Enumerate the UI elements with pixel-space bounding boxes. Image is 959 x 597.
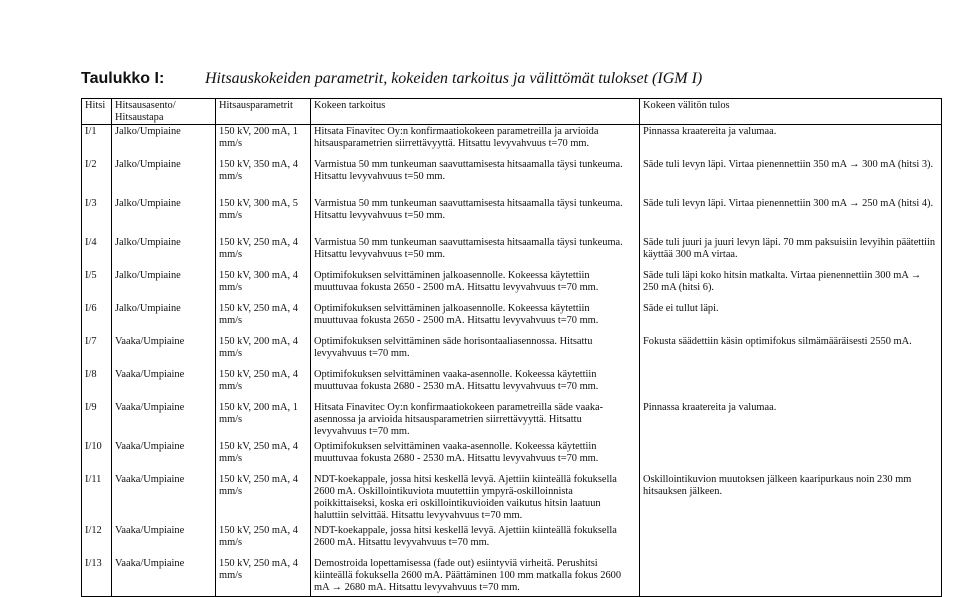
table-body [82,125,942,597]
test-purpose: Optimifokuksen selvittäminen säde horisontaaliasennossa. Hitsattu levyvahvuus t=70 mm. [311,335,640,368]
weld-id: I/9 [82,401,112,440]
weld-parameters: 150 kV, 300 mA, 5 mm/s [216,197,311,236]
test-result: Säde ei tullut läpi. [640,302,942,335]
weld-parameters: 150 kV, 250 mA, 4 mm/s [216,302,311,335]
weld-id: I/4 [82,236,112,269]
table-title: Hitsauskokeiden parametrit, kokeiden tarkoitus ja välittömät tulokset (IGM I) [205,70,703,87]
weld-position: Vaaka/Umpiaine [112,368,216,401]
weld-parameters: 150 kV, 250 mA, 4 mm/s [216,557,311,597]
test-purpose: Varmistua 50 mm tunkeuman saavuttamisesta hitsaamalla täysi tunkeuma. Hitsattu levyvahvuus t=50 mm. [311,197,640,236]
test-result [640,368,942,401]
test-purpose: Varmistua 50 mm tunkeuman saavuttamisesta hitsaamalla täysi tunkeuma. Hitsattu levyvahvuus t=50 mm. [311,158,640,197]
header-result: Kokeen välitön tulos [640,99,942,125]
weld-id: I/11 [82,473,112,524]
test-purpose: Demostroida lopettamisessa (fade out) esiintyviä virheitä. Perushitsi kiinteällä fokuksella 2600 mA. Päättäminen 100 mm matkalla fokus 2600 mA → 2680 mA. Hitsattu levyvahvuus t=70 mm. [311,557,640,597]
header-parameters: Hitsausparametrit [216,99,311,125]
weld-position: Vaaka/Umpiaine [112,440,216,473]
table-row [82,524,942,557]
table-row [82,335,942,368]
table-row [82,236,942,269]
test-result: Säde tuli levyn läpi. Virtaa pienennettiin 350 mA → 300 mA (hitsi 3). [640,158,942,197]
weld-position: Vaaka/Umpiaine [112,473,216,524]
table-row [82,197,942,236]
weld-parameters: 150 kV, 300 mA, 4 mm/s [216,269,311,302]
table-row [82,401,942,440]
weld-parameters: 150 kV, 250 mA, 4 mm/s [216,524,311,557]
weld-id: I/5 [82,269,112,302]
weld-parameters: 150 kV, 200 mA, 4 mm/s [216,335,311,368]
weld-position: Jalko/Umpiaine [112,197,216,236]
test-purpose: Hitsata Finavitec Oy:n konfirmaatiokokeen parametreilla ja arvioida hitsausparametrien siirrettävyyttä. Hitsattu levyvahvuus t=70 mm. [311,125,640,159]
test-result: Säde tuli läpi koko hitsin matkalta. Virtaa pienennettiin 300 mA → 250 mA (hitsi 6). [640,269,942,302]
table-row [82,473,942,524]
test-purpose: Varmistua 50 mm tunkeuman saavuttamisesta hitsaamalla täysi tunkeuma. Hitsattu levyvahvuus t=50 mm. [311,236,640,269]
weld-parameters: 150 kV, 350 mA, 4 mm/s [216,158,311,197]
test-result [640,440,942,473]
table-row [82,368,942,401]
weld-parameters: 150 kV, 250 mA, 4 mm/s [216,368,311,401]
weld-parameters: 150 kV, 250 mA, 4 mm/s [216,440,311,473]
weld-id: I/2 [82,158,112,197]
weld-position: Vaaka/Umpiaine [112,557,216,597]
table-row [82,440,942,473]
test-purpose: Optimifokuksen selvittäminen jalkoasennolle. Kokeessa käytettiin muuttuvaa fokusta 2650 - 2500 mA. Hitsattu levyvahvuus t=70 mm. [311,302,640,335]
weld-id: I/12 [82,524,112,557]
weld-position: Vaaka/Umpiaine [112,401,216,440]
weld-id: I/10 [82,440,112,473]
weld-parameters: 150 kV, 200 mA, 1 mm/s [216,125,311,159]
weld-position: Vaaka/Umpiaine [112,335,216,368]
weld-id: I/13 [82,557,112,597]
test-result: Säde tuli juuri ja juuri levyn läpi. 70 mm paksuisiin levyihin päätettiin käyttää 300 mA virtaa. [640,236,942,269]
weld-id: I/3 [82,197,112,236]
test-result: Pinnassa kraatereita ja valumaa. [640,125,942,159]
weld-position: Jalko/Umpiaine [112,302,216,335]
test-purpose: Optimifokuksen selvittäminen vaaka-asennolle. Kokeessa käytettiin muuttuvaa fokusta 2680 - 2530 mA. Hitsattu levyvahvuus t=70 mm. [311,440,640,473]
header-position: Hitsausasento/ Hitsaustapa [112,99,216,125]
test-result: Säde tuli levyn läpi. Virtaa pienennettiin 300 mA → 250 mA (hitsi 4). [640,197,942,236]
table-caption [81,70,941,88]
weld-position: Jalko/Umpiaine [112,125,216,159]
test-purpose: Optimifokuksen selvittäminen jalkoasennolle. Kokeessa käytettiin muuttuvaa fokusta 2650 - 2500 mA. Hitsattu levyvahvuus t=70 mm. [311,269,640,302]
test-purpose: NDT-koekappale, jossa hitsi keskellä levyä. Ajettiin kiinteällä fokuksella 2600 mA. Hitsattu levyvahvuus t=70 mm. [311,524,640,557]
weld-position: Vaaka/Umpiaine [112,524,216,557]
header-purpose: Kokeen tarkoitus [311,99,640,125]
test-result: Fokusta säädettiin käsin optimifokus silmämääräisesti 2550 mA. [640,335,942,368]
test-result: Pinnassa kraatereita ja valumaa. [640,401,942,440]
weld-parameters: 150 kV, 250 mA, 4 mm/s [216,236,311,269]
welding-parameters-table [81,98,942,597]
table-row [82,302,942,335]
weld-id: I/6 [82,302,112,335]
test-purpose: NDT-koekappale, jossa hitsi keskellä levyä. Ajettiin kiinteällä fokuksella 2600 mA. Oskillointikuviota muutettiin ympyrä-oskilloinnista poikkittaiseksi, koska eri oskillointikuvioiden vaikutus hitsin laatuun haluttiin selvittää. Hitsattu levyvahvuus t=70 mm. [311,473,640,524]
test-purpose: Optimifokuksen selvittäminen vaaka-asennolle. Kokeessa käytettiin muuttuvaa fokusta 2680 - 2530 mA. Hitsattu levyvahvuus t=70 mm. [311,368,640,401]
weld-parameters: 150 kV, 200 mA, 1 mm/s [216,401,311,440]
test-purpose: Hitsata Finavitec Oy:n konfirmaatiokokeen parametreilla säde vaaka-asennossa ja arvioida hitsausparametrien siirrettävyyttä. Hitsattu levyvahvuus t=70 mm. [311,401,640,440]
weld-parameters: 150 kV, 250 mA, 4 mm/s [216,473,311,524]
weld-id: I/1 [82,125,112,159]
weld-id: I/8 [82,368,112,401]
weld-id: I/7 [82,335,112,368]
header-weld: Hitsi [82,99,112,125]
test-result [640,557,942,597]
header-row [82,99,942,125]
test-result: Oskillointikuvion muutoksen jälkeen kaaripurkaus noin 230 mm hitsauksen jälkeen. [640,473,942,524]
test-result [640,524,942,557]
weld-position: Jalko/Umpiaine [112,269,216,302]
table-row [82,557,942,597]
table-row [82,125,942,159]
weld-position: Jalko/Umpiaine [112,236,216,269]
table-row [82,269,942,302]
weld-position: Jalko/Umpiaine [112,158,216,197]
table-number: Taulukko I: [81,70,165,87]
table-row [82,158,942,197]
